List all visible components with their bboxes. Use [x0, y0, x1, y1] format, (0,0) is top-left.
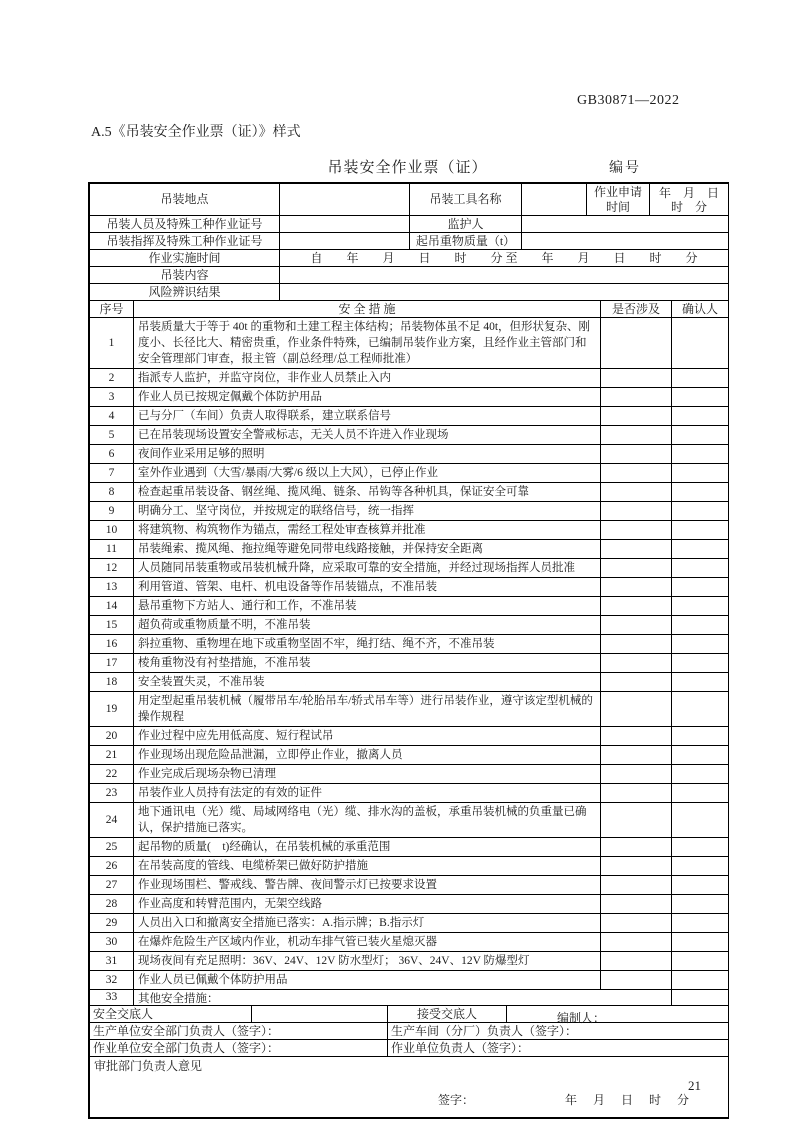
measure-text: 检查起重吊装设备、钢丝绳、揽风绳、链条、吊钩等各种机具，保证安全可靠: [134, 483, 601, 502]
measure-text: 吊装绳索、揽风绳、拖拉绳等避免同带电线路接触，并保持安全距离: [134, 540, 601, 559]
measure-text: 指派专人监护，并监守岗位，非作业人员禁止入内: [134, 369, 601, 388]
measure-text: 在吊装高度的管线、电缆桥架已做好防护措施: [134, 857, 601, 876]
involved-cell: [601, 559, 672, 578]
personnel-cert-value: [280, 216, 410, 233]
measure-row: [90, 673, 729, 692]
involved-cell: [601, 692, 672, 727]
receiver-value: [507, 1006, 729, 1023]
measure-no: 27: [90, 876, 134, 895]
involved-cell: [601, 445, 672, 464]
measure-text: 作业过程中应先用低高度、短行程试吊: [134, 727, 601, 746]
risk-label: 风险辨识结果: [90, 284, 280, 301]
confirmer-cell: [672, 914, 729, 933]
confirmer-cell: [672, 838, 729, 857]
implement-time-label: 作业实施时间: [90, 250, 280, 267]
measure-no: 3: [90, 388, 134, 407]
confirmer-cell: [672, 692, 729, 727]
confirmer-cell: [672, 746, 729, 765]
risk-value: [280, 284, 729, 301]
measure-no: 25: [90, 838, 134, 857]
measure-no: 6: [90, 445, 134, 464]
measure-text: 利用管道、管架、电杆、机电设备等作吊装锚点，不准吊装: [134, 578, 601, 597]
measure-text: 悬吊重物下方站人、通行和工作，不准吊装: [134, 597, 601, 616]
involved-cell: [601, 502, 672, 521]
receiver-label: 接受交底人: [388, 1006, 507, 1023]
measure-row: [90, 952, 729, 971]
involved-cell: [601, 803, 672, 838]
standard-code: GB30871—2022: [577, 93, 680, 108]
confirmer-cell: [672, 971, 729, 990]
header-row-6: [90, 284, 729, 301]
content-label: 吊装内容: [90, 267, 280, 284]
measure-no: 15: [90, 616, 134, 635]
involved-cell: [601, 521, 672, 540]
measure-no: 14: [90, 597, 134, 616]
measure-row: [90, 876, 729, 895]
measure-no: 29: [90, 914, 134, 933]
tool-name-value: [522, 184, 587, 216]
measure-row: [90, 692, 729, 727]
confirmer-cell: [672, 765, 729, 784]
involved-cell: [601, 838, 672, 857]
measure-text: 斜拉重物、重物埋在地下或重物坚固不牢，绳打结、绳不齐，不准吊装: [134, 635, 601, 654]
commander-cert-label: 吊装指挥及特殊工种作业证号: [90, 233, 280, 250]
sign-date: 年 月 日 时 分: [565, 1093, 692, 1107]
weight-label: 起吊重物质量（t）: [410, 233, 522, 250]
involved-cell: [601, 971, 672, 990]
apply-date-line1: 年 月 日: [658, 185, 719, 200]
measure-no: 26: [90, 857, 134, 876]
involved-cell: [601, 318, 672, 369]
measure-no: 22: [90, 765, 134, 784]
confirmer-cell: [672, 857, 729, 876]
measure-text: 棱角重物没有衬垫措施，不准吊装: [134, 654, 601, 673]
involved-cell: [601, 895, 672, 914]
involved-cell: [601, 464, 672, 483]
confirmer-cell: [672, 318, 729, 369]
approval-row: [90, 1057, 729, 1118]
confirmer-cell: [672, 426, 729, 445]
measure-row: [90, 559, 729, 578]
measure-no: 17: [90, 654, 134, 673]
measure-no: 23: [90, 784, 134, 803]
measure-row: [90, 727, 729, 746]
confirmer-cell: [672, 445, 729, 464]
measure-text: 吊装作业人员持有法定的有效的证件: [134, 784, 601, 803]
briefer-label: 安全交底人: [90, 1006, 252, 1023]
guardian-label: 监护人: [410, 216, 522, 233]
measure-row: [90, 838, 729, 857]
permit-form-table: [88, 182, 729, 1119]
briefing-row: [90, 1006, 729, 1023]
measure-row: [90, 407, 729, 426]
involved-cell: [601, 746, 672, 765]
confirmer-cell: [672, 483, 729, 502]
guardian-value: [522, 216, 729, 233]
measure-text: 夜间作业采用足够的照明: [134, 445, 601, 464]
approval-cell: [90, 1057, 729, 1118]
measure-row: [90, 933, 729, 952]
measure-no: 8: [90, 483, 134, 502]
confirmer-cell: [672, 597, 729, 616]
form-title: 吊装安全作业票（证）: [327, 160, 488, 176]
measure-row: [90, 765, 729, 784]
confirmer-cell: [672, 933, 729, 952]
preparer-label: 编制人：: [557, 1011, 606, 1025]
apply-time-value: [650, 184, 729, 216]
confirmer-cell: [672, 727, 729, 746]
measure-row: [90, 369, 729, 388]
measure-text: 吊装质量大于等于 40t 的重物和土建工程主体结构；吊装物体虽不足 40t，但形状复杂、刚度小、长径比大、精密贵重，作业条件特殊，已编制吊装作业方案，且经作业主管部门和安全管理部门审查，报主管（副总经理/总工程师批准）: [134, 318, 601, 369]
confirmer-cell: [672, 388, 729, 407]
measure-row: [90, 521, 729, 540]
header-row-5: [90, 267, 729, 284]
measure-text: 作业高度和转臂范围内，无架空线路: [134, 895, 601, 914]
measure-row: [90, 445, 729, 464]
involved-cell: [601, 388, 672, 407]
measure-text: 明确分工、坚守岗位，并按规定的联络信号，统一指挥: [134, 502, 601, 521]
measure-row: [90, 914, 729, 933]
measure-text: 作业现场出现危险品泄漏，立即停止作业，撤离人员: [134, 746, 601, 765]
section-heading: A.5《吊装安全作业票（证）》样式: [91, 125, 301, 140]
measure-row: [90, 318, 729, 369]
work-safety-label: 作业单位安全部门负责人（签字）：: [90, 1040, 388, 1057]
measures-header-row: [90, 301, 729, 318]
lift-location-value: [280, 184, 410, 216]
involved-cell: [601, 426, 672, 445]
measure-row: [90, 483, 729, 502]
measure-text: 作业人员已按规定佩戴个体防护用品: [134, 388, 601, 407]
measure-text: 作业完成后现场杂物已清理: [134, 765, 601, 784]
measures-header-measure: 安 全 措 施: [134, 301, 601, 318]
measures-header-confirmer: 确认人: [672, 301, 729, 318]
header-row-2: [90, 216, 729, 233]
other-measure-row: [90, 990, 729, 1006]
measure-row: [90, 746, 729, 765]
confirmer-cell: [672, 616, 729, 635]
measure-text: 超负荷或重物质量不明，不准吊装: [134, 616, 601, 635]
involved-cell: [601, 578, 672, 597]
involved-cell: [601, 654, 672, 673]
lift-location-label: 吊装地点: [90, 184, 280, 216]
implement-time-value: 自 年 月 日 时 分 至 年 月 日 时 分: [280, 250, 729, 267]
confirmer-cell: [672, 464, 729, 483]
involved-cell: [601, 635, 672, 654]
confirmer-cell: [672, 895, 729, 914]
measure-text: 起吊物的质量( t)经确认，在吊装机械的承重范围: [134, 838, 601, 857]
header-info-table: [89, 183, 729, 301]
signature-table: [89, 1005, 729, 1118]
measure-no: 33: [90, 990, 134, 1006]
confirmer-cell: [672, 952, 729, 971]
confirmer-cell: [672, 521, 729, 540]
measure-no: 20: [90, 727, 134, 746]
involved-cell: [601, 784, 672, 803]
apply-date-line2: 时 分: [670, 199, 707, 214]
measure-row: [90, 784, 729, 803]
measure-no: 2: [90, 369, 134, 388]
involved-cell: [601, 933, 672, 952]
form-title-row: [88, 156, 727, 176]
page-number: 21: [688, 1078, 701, 1093]
involved-cell: [601, 952, 672, 971]
prod-sign-row: [90, 1023, 729, 1040]
measure-no: 9: [90, 502, 134, 521]
measure-text: 现场夜间有充足照明：36V、24V、12V 防水型灯； 36V、24V、12V 防爆型灯: [134, 952, 601, 971]
briefer-value: [252, 1006, 388, 1023]
measures-header-involved: 是否涉及: [601, 301, 672, 318]
measure-no: 30: [90, 933, 134, 952]
measure-row: [90, 654, 729, 673]
header-row-3: [90, 233, 729, 250]
measure-text: 作业现场围栏、警戒线、警告牌、夜间警示灯已按要求设置: [134, 876, 601, 895]
apply-time-label: 作业申请时间: [587, 184, 650, 216]
measure-no: 11: [90, 540, 134, 559]
measure-text: 作业人员已佩戴个体防护用品: [134, 971, 601, 990]
measure-no: 18: [90, 673, 134, 692]
content-value: [280, 267, 729, 284]
measure-row: [90, 502, 729, 521]
confirmer-cell: [672, 876, 729, 895]
measure-no: 1: [90, 318, 134, 369]
work-sign-row: [90, 1040, 729, 1057]
measures-body: [90, 318, 729, 990]
measure-no: 21: [90, 746, 134, 765]
measure-text: 人员出入口和撤离安全措施已落实：A.指示牌；B.指示灯: [134, 914, 601, 933]
involved-cell: [601, 597, 672, 616]
involved-cell: [601, 540, 672, 559]
measure-no: 16: [90, 635, 134, 654]
measure-text: 安全装置失灵，不准吊装: [134, 673, 601, 692]
measure-text: 人员随同吊装重物或吊装机械升降，应采取可靠的安全措施，并经过现场指挥人员批准: [134, 559, 601, 578]
measure-text: 室外作业遇到（大雪/暴雨/大雾/6 级以上大风），已停止作业: [134, 464, 601, 483]
confirmer-cell: [672, 654, 729, 673]
confirmer-cell: [672, 784, 729, 803]
workshop-label: 生产车间（分厂）负责人（签字）：: [388, 1023, 729, 1040]
confirmer-cell: [672, 540, 729, 559]
involved-cell: [601, 876, 672, 895]
confirmer-cell: [672, 990, 729, 1006]
measure-row: [90, 635, 729, 654]
measure-text: 已与分厂（车间）负责人取得联系，建立联系信号: [134, 407, 601, 426]
measure-row: [90, 803, 729, 838]
involved-cell: [601, 914, 672, 933]
measure-no: 5: [90, 426, 134, 445]
involved-cell: [601, 673, 672, 692]
measure-row: [90, 597, 729, 616]
measure-no: 4: [90, 407, 134, 426]
measure-no: 28: [90, 895, 134, 914]
measure-no: 12: [90, 559, 134, 578]
measure-no: 10: [90, 521, 134, 540]
involved-cell: [601, 369, 672, 388]
weight-value: [522, 233, 729, 250]
other-measure-label: 其他安全措施：: [138, 993, 219, 1005]
confirmer-cell: [672, 803, 729, 838]
confirmer-cell: [672, 502, 729, 521]
confirmer-cell: [672, 559, 729, 578]
measure-no: 13: [90, 578, 134, 597]
involved-cell: [601, 727, 672, 746]
measure-row: [90, 426, 729, 445]
involved-cell: [601, 407, 672, 426]
measure-row: [90, 388, 729, 407]
confirmer-cell: [672, 673, 729, 692]
form-number-label: 编号: [609, 161, 641, 176]
header-row-4: [90, 250, 729, 267]
measure-row: [90, 578, 729, 597]
involved-cell: [601, 857, 672, 876]
measure-no: 24: [90, 803, 134, 838]
sign-label: 签字：: [438, 1093, 475, 1107]
confirmer-cell: [672, 635, 729, 654]
approval-label: 审批部门负责人意见: [94, 1059, 203, 1073]
work-unit-label: 作业单位负责人（签字）：: [388, 1040, 729, 1057]
measure-row: [90, 857, 729, 876]
personnel-cert-label: 吊装人员及特殊工种作业证号: [90, 216, 280, 233]
header-row-1: [90, 184, 729, 216]
measure-row: [90, 895, 729, 914]
measure-row: [90, 540, 729, 559]
commander-cert-value: [280, 233, 410, 250]
measure-no: 7: [90, 464, 134, 483]
measure-row: [90, 464, 729, 483]
prod-safety-label: 生产单位安全部门负责人（签字）：: [90, 1023, 388, 1040]
tool-name-label: 吊装工具名称: [410, 184, 522, 216]
involved-cell: [601, 616, 672, 635]
measure-row: [90, 616, 729, 635]
measure-no: 31: [90, 952, 134, 971]
measures-header-no: 序号: [90, 301, 134, 318]
measure-text: 已在吊装现场设置安全警戒标志，无关人员不许进入作业现场: [134, 426, 601, 445]
measure-no: 19: [90, 692, 134, 727]
measure-text: 地下通讯电（光）缆、局域网络电（光）缆、排水沟的盖板，承重吊装机械的负重量已确认，保护措施已落实。: [134, 803, 601, 838]
measure-text: 将建筑物、构筑物作为锚点，需经工程处审查核算并批准: [134, 521, 601, 540]
measure-text: 用定型起重吊装机械（履带吊车/轮胎吊车/轿式吊车等）进行吊装作业，遵守该定型机械的操作规程: [134, 692, 601, 727]
measure-no: 32: [90, 971, 134, 990]
confirmer-cell: [672, 369, 729, 388]
measure-row: [90, 971, 729, 990]
involved-cell: [601, 765, 672, 784]
confirmer-cell: [672, 578, 729, 597]
measure-text: 在爆炸危险生产区域内作业，机动车排气管已装火星熄灭器: [134, 933, 601, 952]
involved-cell: [601, 483, 672, 502]
confirmer-cell: [672, 407, 729, 426]
